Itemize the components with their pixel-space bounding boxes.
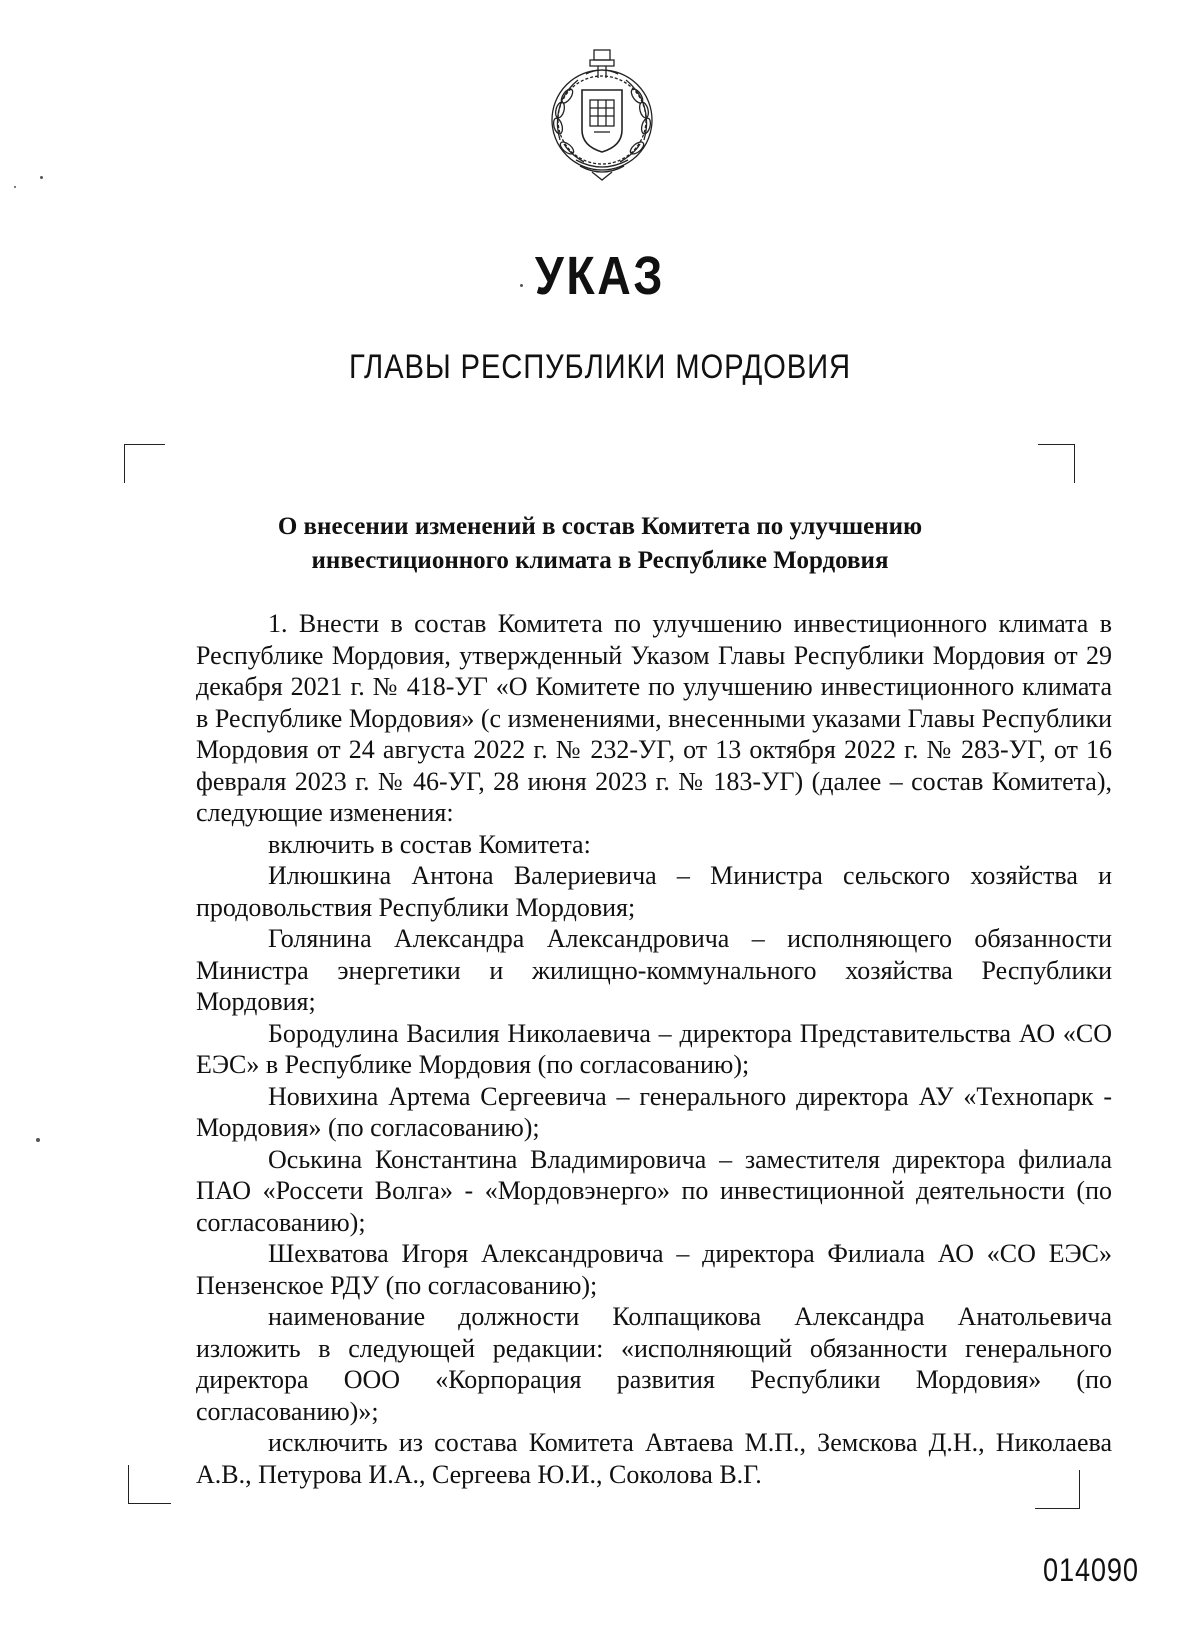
document-subtitle: ГЛАВЫ РЕСПУБЛИКИ МОРДОВИЯ bbox=[348, 348, 851, 386]
decree-body bbox=[196, 608, 1112, 1490]
scan-speck bbox=[36, 1138, 40, 1142]
corner-mark-top-right bbox=[1038, 444, 1075, 483]
scan-speck bbox=[14, 186, 16, 188]
scan-speck bbox=[520, 284, 523, 287]
coat-of-arms-emblem bbox=[540, 44, 664, 182]
body-paragraph: Оськина Константина Владимировича – заместителя директора филиала ПАО «Россети Волга» - «Мордовэнерго» по инвестиционной деятельности (по согласованию); bbox=[196, 1144, 1112, 1237]
corner-mark-bottom-right bbox=[1035, 1470, 1080, 1509]
body-paragraph: Голянина Александра Александровича – исполняющего обязанности Министра энергетики и жилищно-коммунального хозяйства Республики Мордовия; bbox=[196, 924, 1112, 1016]
body-paragraph: Новихина Артема Сергеевича – генерального директора АУ «Технопарк - Мордовия» (по согласованию); bbox=[196, 1081, 1112, 1142]
corner-mark-bottom-left bbox=[128, 1465, 171, 1504]
form-serial-number: 014090 bbox=[1043, 1552, 1139, 1588]
body-paragraph: наименование должности Колпащикова Александра Анатольевича изложить в следующей редакции: «исполняющий обязанности генерального директора ООО «Корпорация развития Республики Мордовия» (по согласованию)»; bbox=[196, 1302, 1112, 1426]
scan-speck bbox=[40, 176, 43, 179]
corner-mark-top-left bbox=[124, 444, 165, 483]
body-paragraph: 1. Внести в состав Комитета по улучшению инвестиционного климата в Республике Мордовия, утвержденный Указом Главы Республики Мордовия от 29 декабря 2021 г. № 418-УГ «О Комитете по улучшению инвестиционного климата в Республике Мордовия» (с изменениями, внесенными указами Главы Республики Мордовия от 24 августа 2022 г. № 232-УГ, от 13 октября 2022 г. № 283-УГ, от 16 февраля 2023 г. № 46-УГ, 28 июня 2023 г. № 183-УГ) (далее – состав Комитета), следующие изменения: bbox=[196, 609, 1112, 827]
body-paragraph: включить в состав Комитета: bbox=[268, 829, 591, 859]
body-paragraph: Илюшкина Антона Валериевича – Министра сельского хозяйства и продовольствия Республики Мордовия; bbox=[196, 861, 1112, 922]
body-paragraph: Шехватова Игоря Александровича – директора Филиала АО «СО ЕЭС» Пензенское РДУ (по согласованию); bbox=[196, 1239, 1112, 1300]
body-paragraph: исключить из состава Комитета Автаева М.П., Земскова Д.Н., Николаева А.В., Петурова И.А., Сергеева Ю.И., Соколова В.Г. bbox=[196, 1428, 1112, 1489]
decree-heading-line: О внесении изменений в состав Комитета по улучшению bbox=[277, 513, 923, 540]
decree-heading bbox=[190, 510, 1010, 578]
decree-heading-line: инвестиционного климата в Республике Мордовия bbox=[311, 547, 889, 574]
document-title: УКАЗ bbox=[534, 246, 666, 306]
body-paragraph: Бородулина Василия Николаевича – директора Представительства АО «СО ЕЭС» в Республике Мордовия (по согласованию); bbox=[196, 1018, 1112, 1079]
